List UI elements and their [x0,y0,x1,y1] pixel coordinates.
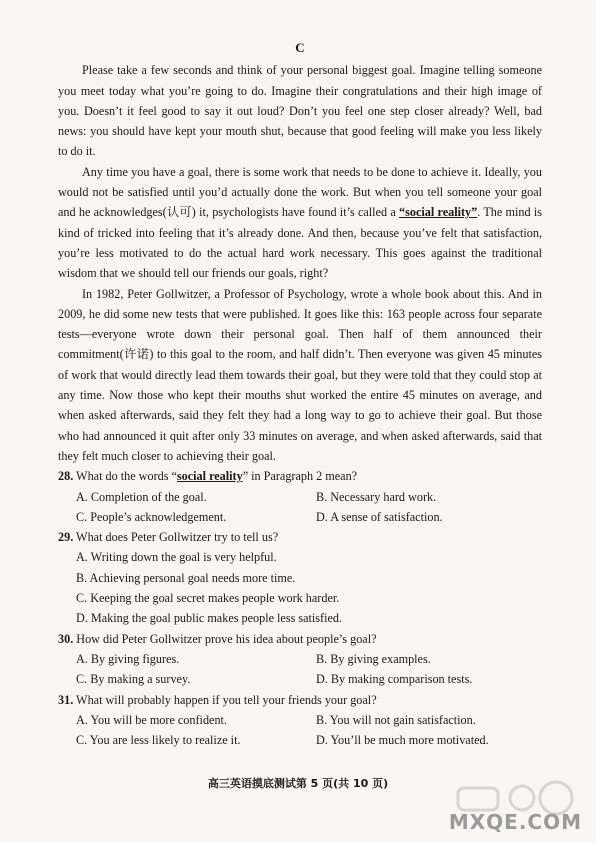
question-stem-text: How did Peter Gollwitzer prove his idea about people’s goal? [73,631,377,646]
question-stem-text: What will probably happen if you tell your friends your goal? [73,692,377,707]
option-d[interactable]: D. You’ll be much more motivated. [316,733,489,748]
paragraph-2-emphasis-open-quote: “ [399,205,406,220]
option-c[interactable]: C. You are less likely to realize it. [76,733,241,748]
page-footer: 高三英语摸底测试第 5 页(共 10 页) [207,777,389,790]
paragraph-2-emphasis-close-quote: ” [471,205,478,220]
question-28 [58,466,542,527]
option-b[interactable]: B. Achieving personal goal needs more time. [76,570,296,585]
question-number: 28. [58,469,74,484]
question-stem-term: social reality [176,469,243,484]
question-stem-text: What does Peter Gollwitzer try to tell us? [73,530,279,545]
question-29 [58,527,542,628]
option-a[interactable]: A. Completion of the goal. [76,489,207,504]
option-b[interactable]: B. Necessary hard work. [316,489,437,504]
option-b[interactable]: B. By giving examples. [316,651,431,666]
option-d[interactable]: D. Making the goal public makes people less satisfied. [76,611,343,626]
question-stem [58,629,542,649]
question-31 [58,690,542,751]
question-number: 30. [58,631,74,646]
question-stem [58,690,542,710]
paragraph-2-term: social reality [405,205,472,220]
option-a[interactable]: A. Writing down the goal is very helpful. [76,550,277,565]
option-b[interactable]: B. You will not gain satisfaction. [316,712,476,727]
paragraph-3: In 1982, Peter Gollwitzer, a Professor of Psychology, wrote a whole book about this. And in 2009, he did some new tests that were published. It goes like this: 163 people across four separate tests—everyone wrote down their personal goal. Then half of them announced their commitment(许诺) to this goal to the room, and half didn’t. Then everyone was given 45 minutes of work that would directly lead them towards their goal, but they were told that they could stop at any time. Now those who kept their mouths shut worked the entire 45 minutes on average, and when asked afterwards, said they felt they had a long way to go to achieve their goal. But those who had announced it quit after only 33 minutes on average, and when asked afterwards, said that they felt much closer to achieving their goal. [58,286,542,463]
option-c[interactable]: C. By making a survey. [76,672,191,687]
paragraph-2 [58,162,542,284]
paragraph-2-part-2: . The mind is kind of tricked into feeling that it’s already done. And then, because you’ve felt that satisfaction, you’re less motivated to do the actual hard work necessary. This goes against the traditional wisdom that we should tell our friends our goals, right? [58,205,542,281]
paragraph-2-part-1: Any time you have a goal, there is some work that needs to be done to achieve it. Ideally, you would not be satisfied until you’d actually done the work. But when you tell someone your goal and he acknowledges(认可) it, psychologists have found it’s called a [58,164,542,220]
option-d[interactable]: D. By making comparison tests. [316,672,473,687]
option-c[interactable]: C. People’s acknowledgement. [76,509,227,524]
option-d[interactable]: D. A sense of satisfaction. [316,509,443,524]
question-stem-part-1: What do the words “ [73,469,177,484]
question-options [58,710,542,751]
question-options [58,649,542,690]
question-30 [58,629,542,690]
document-page [58,38,542,750]
option-a[interactable]: A. You will be more confident. [76,712,227,727]
question-options [58,487,542,528]
option-a[interactable]: A. By giving figures. [76,651,180,666]
question-stem [58,527,542,547]
question-options [58,547,542,628]
question-number: 31. [58,692,74,707]
question-stem-part-2: ” in Paragraph 2 mean? [242,469,358,484]
question-number: 29. [58,530,74,545]
question-stem [58,466,542,486]
section-heading: C [295,40,305,55]
option-c[interactable]: C. Keeping the goal secret makes people work harder. [76,591,340,606]
watermark-text: MXQE.COM [448,810,582,834]
paragraph-1: Please take a few seconds and think of your personal biggest goal. Imagine telling someone you meet today what you’re going to do. Imagine their congratulations and their high image of you. Doesn’t it feel good to say it out loud? Don’t you feel one step closer already? Well, bad news: you should have kept your mouth shut, because that good feeling will make you less likely to do it. [58,63,542,159]
